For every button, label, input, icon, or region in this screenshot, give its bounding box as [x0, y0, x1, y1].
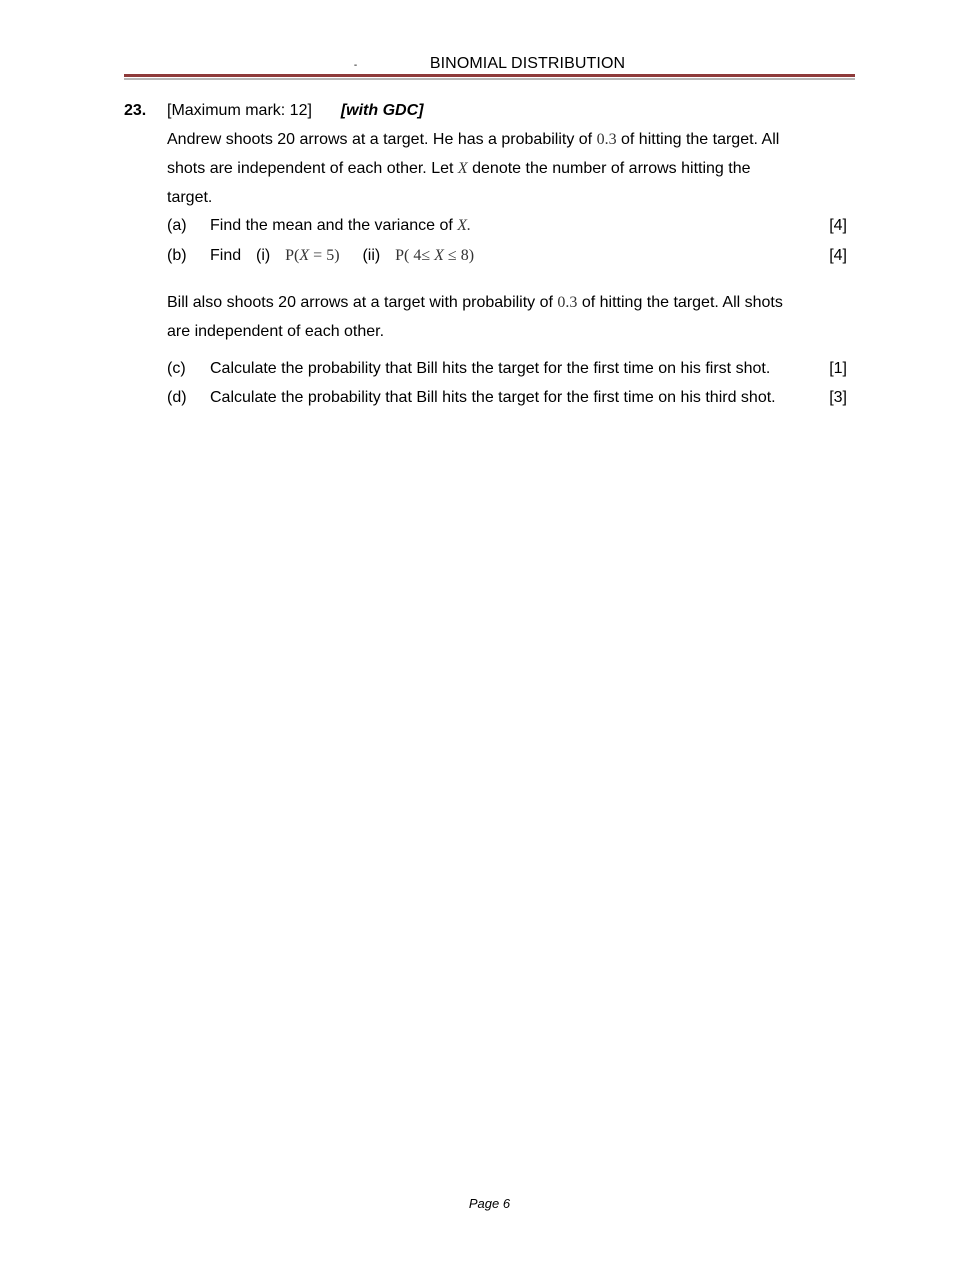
part-b-label: (b)	[167, 247, 187, 264]
variable-x: X.	[457, 217, 472, 234]
part-b-sub-i: (i)	[256, 247, 271, 264]
expr-i-text: P(	[285, 247, 300, 264]
variable-x: X	[299, 247, 310, 264]
part-b-find: Find	[210, 247, 242, 264]
expr-i	[285, 247, 339, 264]
intro-text: of hitting the target. All	[616, 131, 780, 148]
bill-text: Bill also shoots 20 arrows at a target with probability of	[167, 294, 558, 311]
max-mark: [Maximum mark: 12]	[167, 102, 312, 119]
part-b-mark: [4]	[829, 247, 847, 264]
part-c-text: Calculate the probability that Bill hits the target for the first time on his first shot.	[210, 360, 771, 377]
part-d-text: Calculate the probability that Bill hits the target for the first time on his third shot.	[210, 389, 776, 406]
probability-value: 0.3	[557, 294, 578, 311]
part-b-text	[210, 247, 474, 265]
part-d-label: (d)	[167, 389, 187, 406]
intro-line-3: target.	[167, 189, 213, 206]
intro-text: Andrew shoots 20 arrows at a target. He has a probability of	[167, 131, 597, 148]
gdc-note: [with GDC]	[340, 102, 424, 119]
header-lead-mark: -	[353, 60, 358, 71]
header-rule	[124, 74, 855, 77]
part-a-question: Find the mean and the variance of	[210, 217, 458, 234]
bill-line-1	[167, 294, 783, 312]
intro-text: shots are independent of each other. Let	[167, 160, 458, 177]
part-a-mark: [4]	[829, 217, 847, 234]
intro-line-2	[167, 160, 751, 178]
header-title-row	[124, 55, 855, 73]
probability-value: 0.3	[596, 131, 617, 148]
header-title: BINOMIAL DISTRIBUTION	[429, 55, 626, 72]
bill-line-2: are independent of each other.	[167, 323, 385, 340]
page-header	[124, 52, 855, 82]
expr-ii-text: P( 4≤	[395, 247, 435, 264]
intro-line-1	[167, 131, 779, 149]
part-c-mark: [1]	[829, 360, 847, 377]
question-number: 23.	[124, 102, 147, 119]
intro-text: denote the number of arrows hitting the	[467, 160, 751, 177]
part-d-mark: [3]	[829, 389, 847, 406]
part-c-label: (c)	[167, 360, 186, 377]
expr-i-text: = 5)	[309, 247, 340, 264]
question-header-line	[167, 102, 423, 120]
page-number: Page 6	[468, 1196, 511, 1211]
part-a-text	[210, 217, 471, 235]
variable-x: X	[457, 160, 468, 177]
part-b-sub-ii: (ii)	[362, 247, 381, 264]
header-rule-shadow	[124, 78, 855, 80]
bill-text: of hitting the target. All shots	[577, 294, 783, 311]
expr-ii	[395, 247, 474, 264]
expr-ii-text: ≤ 8)	[443, 247, 475, 264]
variable-x: X	[434, 247, 444, 264]
part-a-label: (a)	[167, 217, 187, 234]
